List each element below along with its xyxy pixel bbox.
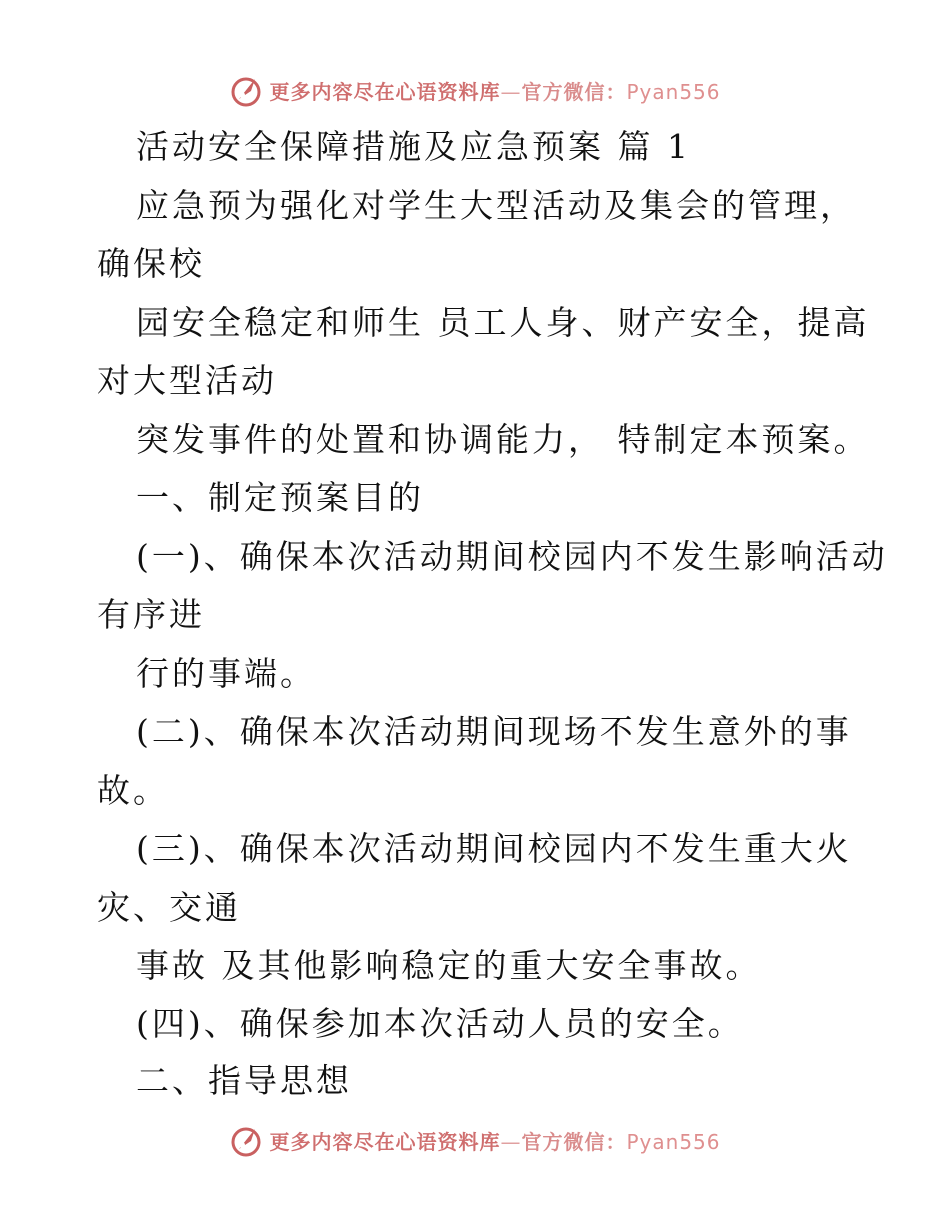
- paragraph-line: 对大型活动: [97, 361, 277, 400]
- paragraph-line: 园安全稳定和师生 员工人身、财产安全，提高: [136, 303, 870, 342]
- paragraph-line: 事故 及其他影响稳定的重大安全事故。: [136, 946, 762, 985]
- paragraph-line: 行的事端。: [136, 654, 316, 693]
- paragraph-line: 故。: [97, 771, 169, 810]
- section-heading: 二、指导思想: [136, 1061, 352, 1100]
- paragraph-line: (二)、确保本次活动期间现场不发生意外的事: [136, 712, 852, 751]
- paragraph-line: (三)、确保本次活动期间校园内不发生重大火: [136, 829, 852, 868]
- paragraph-line: 应急预为强化对学生大型活动及集会的管理，: [136, 186, 856, 225]
- footer-watermark: [0, 1120, 950, 1160]
- paragraph-line: (一)、确保本次活动期间校园内不发生影响活动: [136, 537, 888, 576]
- section-heading: 一、制定预案目的: [136, 478, 424, 517]
- paragraph-line: 突发事件的处置和协调能力， 特制定本预案。: [136, 420, 870, 459]
- paragraph-line: 确保校: [97, 244, 205, 283]
- document-title: 活动安全保障措施及应急预案 篇 1: [136, 127, 691, 166]
- paragraph-line: 灾、交通: [97, 888, 241, 927]
- paragraph-line: (四)、确保参加本次活动人员的安全。: [136, 1004, 744, 1043]
- watermark-text: 更多内容尽在心语资料库—官方微信：Pyan556: [269, 1129, 721, 1154]
- quill-logo-icon: [229, 1123, 263, 1157]
- paragraph-line: 有序进: [97, 595, 205, 634]
- watermark-text: 更多内容尽在心语资料库—官方微信：Pyan556: [269, 79, 721, 104]
